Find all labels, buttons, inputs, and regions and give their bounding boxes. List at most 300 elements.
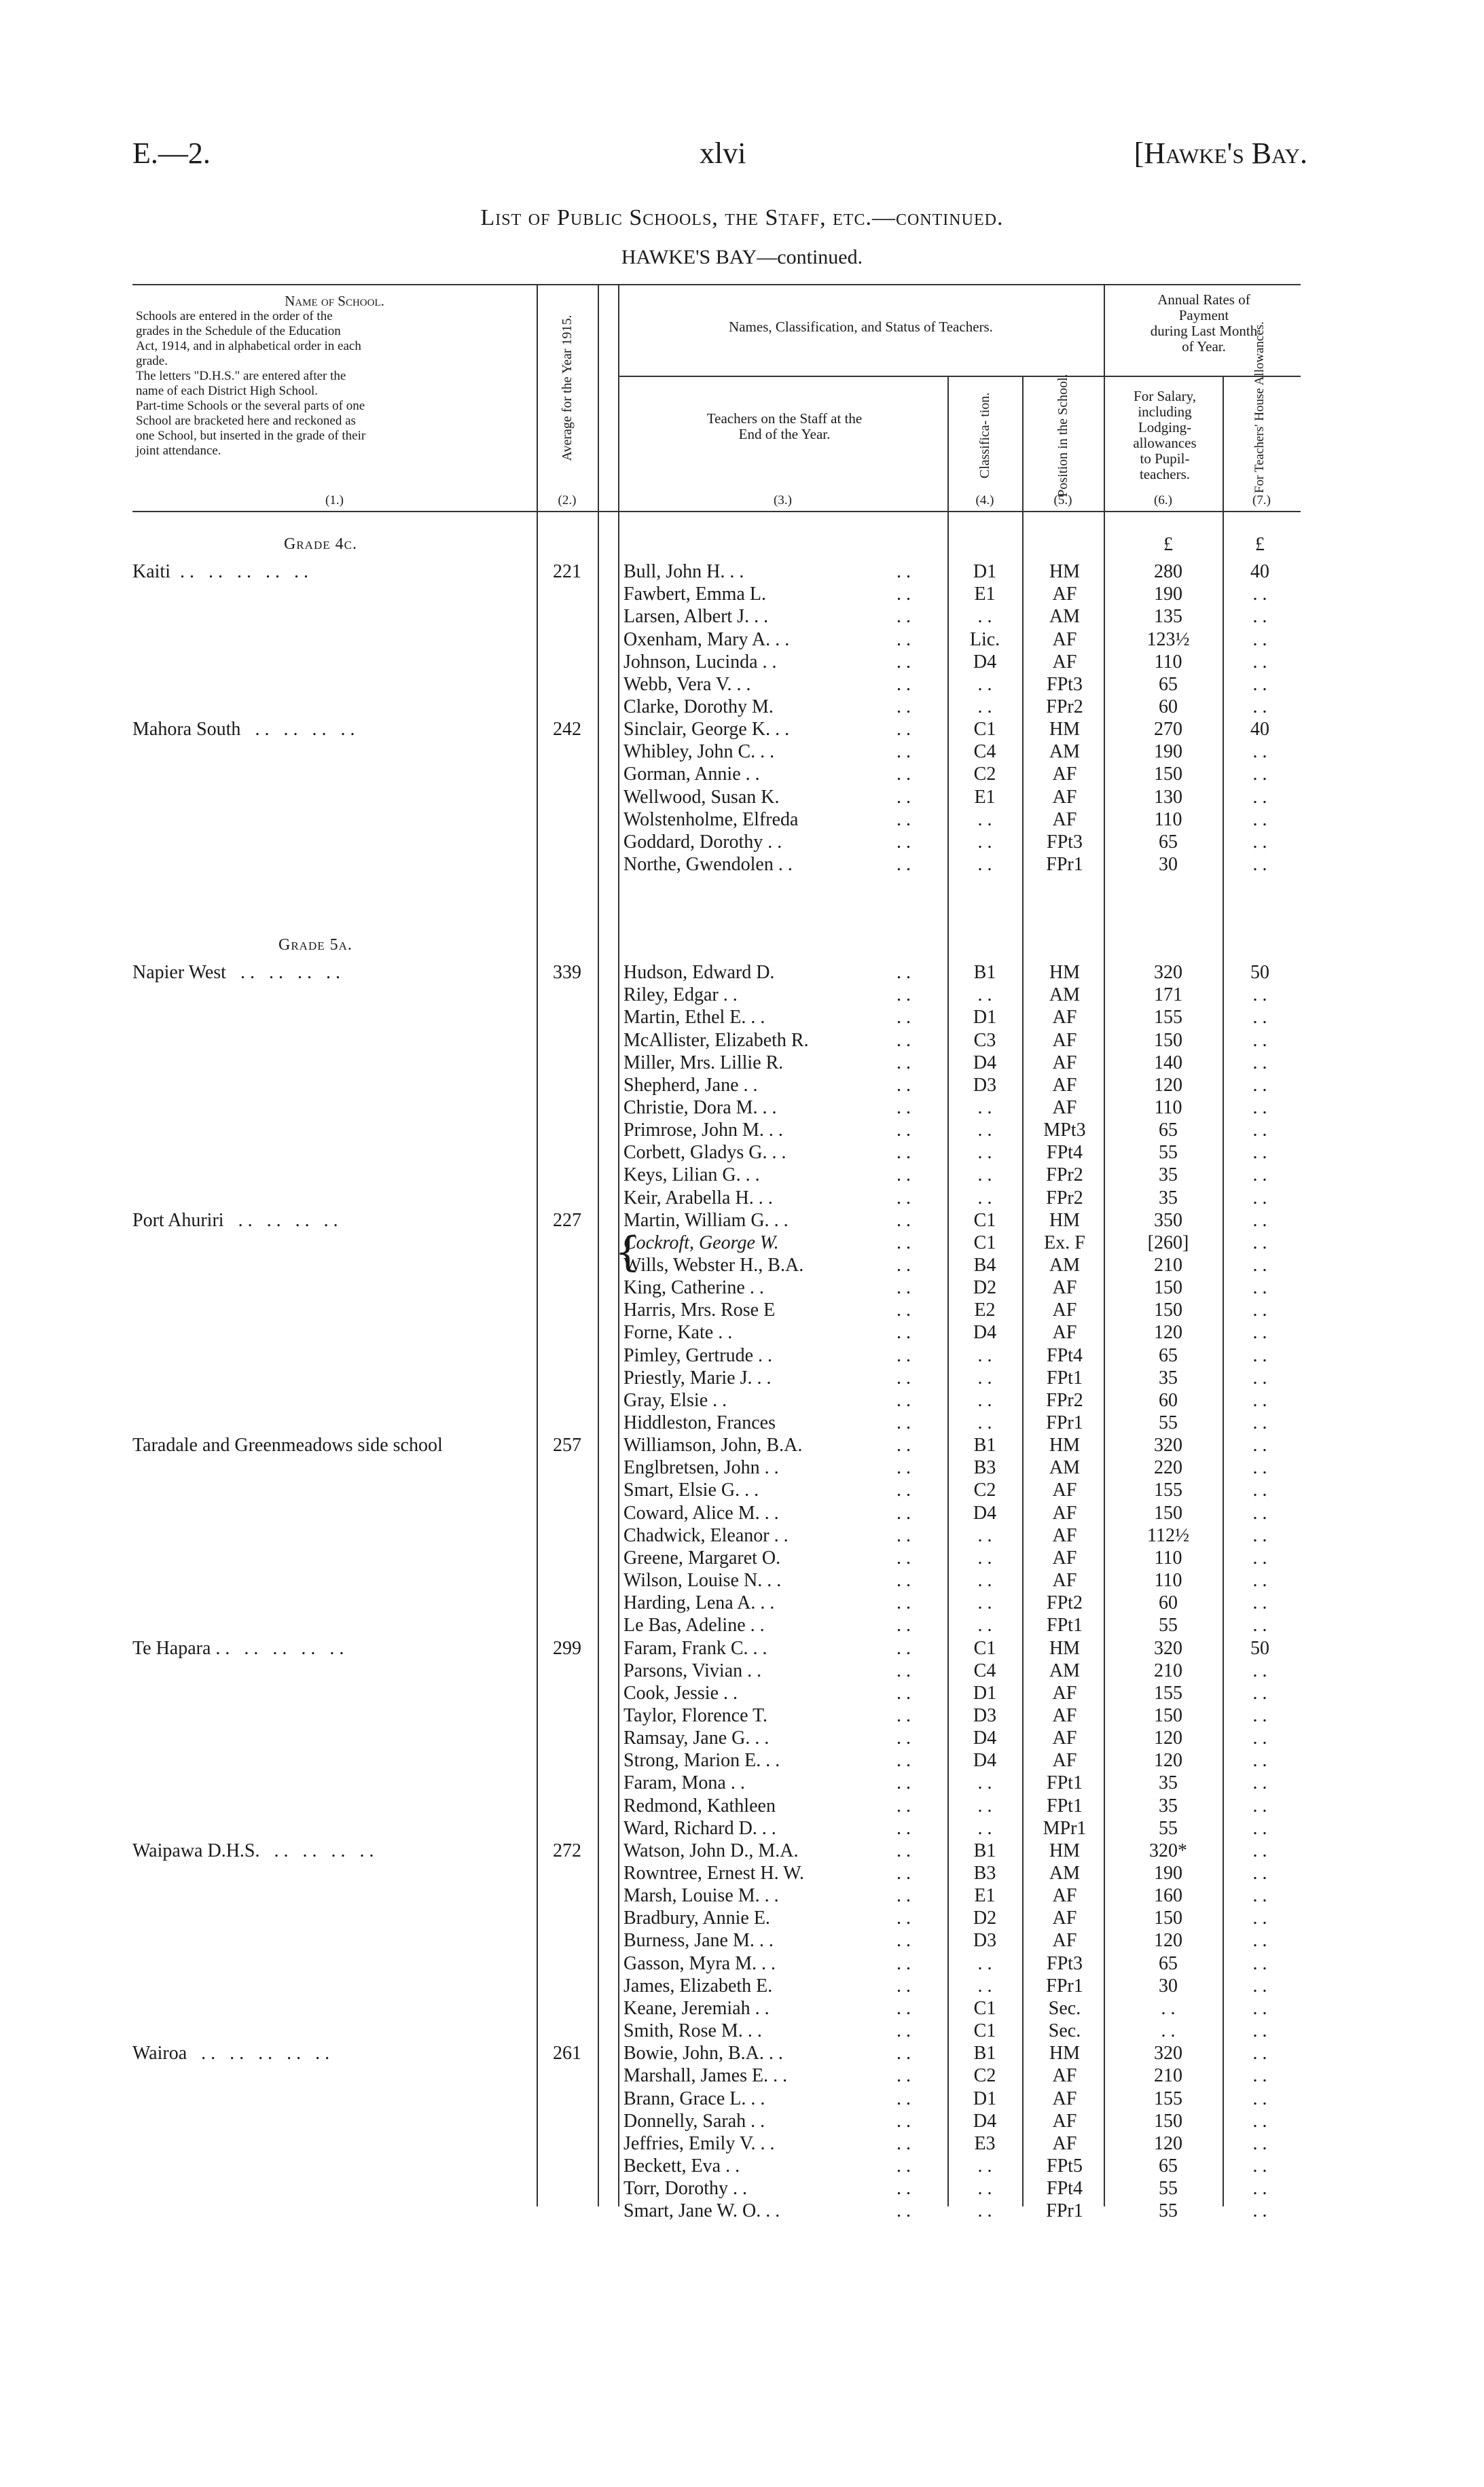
average-attendance: 257 — [553, 1435, 581, 1456]
leader-dots: . . — [897, 962, 911, 983]
page-title: List of Public Schools, the Staff, etc.—continued. — [480, 205, 1004, 230]
teacher-name — [623, 1569, 781, 1592]
classification: . . — [977, 1164, 992, 1186]
classification: E1 — [974, 1885, 996, 1907]
salary: 155 — [1154, 2088, 1182, 2109]
classification: D4 — [973, 1728, 997, 1749]
classification: D3 — [973, 1930, 997, 1952]
col-num-1: (1.) — [325, 493, 344, 507]
classification: . . — [977, 808, 992, 830]
salary: 150 — [1154, 2110, 1182, 2132]
teacher-name — [623, 1727, 769, 1749]
teacher-name — [623, 1547, 780, 1569]
classification: . . — [977, 1772, 992, 1794]
position: AF — [1052, 1300, 1077, 1321]
school-name-text: Te Hapara — [132, 1637, 211, 1659]
teacher-name-text: Gray, Elsie — [623, 1389, 708, 1411]
name-leader-dots: . . — [746, 2088, 765, 2109]
school-name-text: Kaiti — [132, 561, 170, 582]
col-num-5: (5.) — [1053, 493, 1072, 507]
house-allowance: . . — [1252, 1232, 1267, 1253]
name-leader-dots: . . — [773, 854, 793, 875]
teacher-name — [623, 696, 774, 718]
position: AF — [1052, 1007, 1077, 1028]
salary: 210 — [1154, 2065, 1182, 2087]
classification: C2 — [973, 764, 996, 785]
house-allowance: . . — [1252, 1908, 1267, 1929]
salary: 60 — [1159, 1389, 1178, 1411]
salary: 150 — [1154, 1704, 1182, 1726]
classification: C1 — [973, 1209, 996, 1231]
salary: 210 — [1154, 1255, 1182, 1276]
rates-group-heading: Annual Rates of Payment during Last Month of Year. — [1150, 291, 1258, 355]
col-num-4: (4.) — [975, 493, 994, 507]
teacher-name — [623, 1817, 776, 1840]
salary: . . — [1161, 1997, 1176, 2019]
classification: D1 — [973, 1007, 997, 1028]
house-allowance: . . — [1252, 1052, 1267, 1073]
position: FPt4 — [1047, 1344, 1083, 1366]
average-attendance: 272 — [553, 1840, 581, 1861]
school-name — [132, 1840, 374, 1862]
teacher-name — [623, 651, 777, 673]
house-allowance: . . — [1252, 2110, 1267, 2132]
name-leader-dots: . . — [740, 764, 760, 785]
teacher-name-text: Hudson, Edward D. — [623, 962, 775, 983]
house-allowance: . . — [1252, 1389, 1267, 1411]
teacher-name-text: Martin, Ethel E. — [623, 1007, 746, 1028]
teacher-name — [623, 673, 751, 696]
name-leader-dots: . . — [742, 1660, 762, 1681]
teachers-group-heading: Names, Classification, and Status of Teachers. — [729, 319, 993, 335]
name-leader-dots: . . — [708, 1389, 727, 1411]
position: FPt1 — [1047, 1367, 1083, 1389]
classification: C2 — [973, 2065, 996, 2087]
leader-dots: . . — [897, 2088, 911, 2109]
salary: 220 — [1154, 1457, 1182, 1479]
position: FPt1 — [1047, 1615, 1083, 1636]
teacher-name — [623, 1367, 772, 1389]
position: AF — [1052, 1052, 1077, 1073]
position: AF — [1052, 1885, 1077, 1907]
col-num-3: (3.) — [774, 493, 792, 507]
teacher-name — [623, 2200, 780, 2222]
house-allowance: . . — [1252, 1772, 1267, 1794]
name-leader-dots: . . — [742, 2020, 762, 2042]
position: FPr2 — [1046, 1389, 1083, 1411]
classification: D4 — [973, 1502, 997, 1524]
classification: . . — [977, 1367, 992, 1389]
school-leader-dots: . . . . . . . . . . — [211, 1637, 344, 1659]
teacher-name-text: Webb, Vera V. — [623, 673, 732, 695]
salary: 123½ — [1146, 628, 1190, 650]
leader-dots: . . — [897, 1007, 911, 1028]
house-allowance: . . — [1252, 2155, 1267, 2177]
teacher-name — [623, 1321, 732, 1344]
leader-dots: . . — [897, 1637, 911, 1659]
leader-dots: . . — [897, 1480, 911, 1501]
house-allowance: . . — [1252, 1322, 1267, 1344]
position: AF — [1052, 1480, 1077, 1501]
leader-dots: . . — [897, 1322, 911, 1344]
classification: D1 — [973, 561, 997, 582]
house-allowance: . . — [1252, 1457, 1267, 1479]
leader-dots: . . — [897, 1817, 911, 1839]
teacher-name-text: Pimley, Gertrude — [623, 1344, 754, 1366]
leader-dots: . . — [897, 1547, 911, 1569]
position: AF — [1052, 1277, 1077, 1299]
average-attendance: 227 — [553, 1209, 581, 1231]
leader-dots: . . — [897, 854, 911, 875]
salary: 320 — [1154, 1435, 1182, 1456]
leader-dots: . . — [897, 1187, 911, 1209]
teacher-name — [623, 1209, 789, 1232]
classification: B3 — [973, 1457, 996, 1479]
teacher-name — [623, 605, 768, 628]
teacher-name — [623, 853, 793, 876]
leader-dots: . . — [897, 1772, 911, 1794]
leader-dots: . . — [897, 2020, 911, 2042]
teacher-name — [623, 1052, 783, 1074]
name-leader-dots: . . — [754, 1930, 774, 1952]
position: AF — [1052, 584, 1077, 605]
school-leader-dots: . . . . . . . . — [223, 1209, 338, 1231]
teacher-name — [623, 1660, 761, 1682]
house-allowance: . . — [1252, 984, 1267, 1006]
teacher-name-text: Le Bas, Adeline — [623, 1615, 746, 1636]
salary: 30 — [1159, 1975, 1178, 1997]
leader-dots: . . — [897, 1074, 911, 1096]
name-leader-dots: . . — [767, 1142, 786, 1164]
classification: . . — [977, 1817, 992, 1839]
house-allowance: . . — [1252, 764, 1267, 785]
teacher-name — [623, 2088, 765, 2110]
teacher-name-text: Gorman, Annie — [623, 764, 741, 785]
teacher-name-text: Ward, Richard D. — [623, 1817, 757, 1839]
position: HM — [1049, 1435, 1081, 1456]
teacher-name — [623, 1749, 780, 1772]
house-allowance: . . — [1252, 1682, 1267, 1704]
leader-dots: . . — [897, 2155, 911, 2177]
leader-dots: . . — [897, 1412, 911, 1433]
position: AF — [1052, 764, 1077, 785]
house-allowance: . . — [1252, 584, 1267, 605]
name-leader-dots: . . — [745, 1615, 765, 1636]
col-num-7: (7.) — [1252, 493, 1271, 507]
teacher-name — [623, 2177, 747, 2200]
teacher-name-text: McAllister, Elizabeth R. — [623, 1029, 809, 1051]
teacher-name-text: Primrose, John M. — [623, 1120, 764, 1141]
name-leader-dots: . . — [768, 2065, 788, 2087]
house-allowance: 50 — [1250, 962, 1269, 983]
position: FPr1 — [1046, 1975, 1083, 1997]
position: AM — [1049, 1660, 1081, 1681]
classification: . . — [977, 1344, 992, 1366]
house-allowance: . . — [1252, 1029, 1267, 1051]
teachers-col-heading: Teachers on the Staff at the End of the Year. — [706, 410, 863, 442]
salary: 140 — [1154, 1052, 1182, 1073]
teacher-name — [623, 1119, 783, 1141]
classification: C1 — [973, 2020, 996, 2042]
house-allowance: . . — [1252, 1704, 1267, 1726]
leader-dots: . . — [897, 1930, 911, 1952]
school-note-line: grades in the Schedule of the Education — [136, 324, 341, 338]
leader-dots: . . — [897, 651, 911, 673]
teacher-name — [623, 2155, 740, 2177]
position: FPt1 — [1047, 1795, 1083, 1817]
house-allowance: . . — [1252, 1142, 1267, 1164]
leader-dots: . . — [897, 1570, 911, 1592]
teacher-name — [623, 1502, 779, 1524]
classification: C1 — [973, 1232, 996, 1253]
teacher-name-text: Bowie, John, B.A. — [623, 2043, 764, 2064]
leader-dots: . . — [897, 696, 911, 717]
leader-dots: . . — [897, 673, 911, 695]
house-allowance: . . — [1252, 1840, 1267, 1861]
salary: 55 — [1159, 1817, 1178, 1839]
position: FPt3 — [1047, 673, 1083, 695]
position: AF — [1052, 1704, 1077, 1726]
classification: . . — [977, 606, 992, 628]
house-allowance: . . — [1252, 1007, 1267, 1028]
house-allowance: 50 — [1250, 1637, 1269, 1659]
leader-dots: . . — [897, 831, 911, 853]
teacher-name — [623, 1592, 774, 1614]
school-name-text: Taradale and Greenmeadows side school — [132, 1435, 443, 1456]
classification-col-heading: Classifica- tion. — [977, 392, 992, 479]
teacher-name — [623, 1772, 745, 1794]
classification: C1 — [973, 1997, 996, 2019]
teacher-name-text: Wilson, Louise N. — [623, 1570, 763, 1592]
house-allowance: . . — [1252, 1997, 1267, 2019]
teacher-name — [623, 1187, 773, 1209]
classification: . . — [977, 1592, 992, 1614]
teacher-name-text: Torr, Dorothy — [623, 2178, 728, 2200]
leader-dots: . . — [897, 1997, 911, 2019]
school-note-line: School are bracketed here and reckoned as — [136, 414, 356, 428]
teacher-name-text: Ramsay, Jane G. — [623, 1728, 750, 1749]
salary: 320 — [1154, 962, 1182, 983]
leader-dots: . . — [897, 741, 911, 763]
salary: 120 — [1154, 1074, 1182, 1096]
house-allowance: . . — [1252, 1547, 1267, 1569]
teacher-name — [623, 1614, 765, 1636]
name-leader-dots: . . — [752, 1367, 772, 1389]
name-leader-dots: . . — [757, 1096, 777, 1118]
leader-dots: . . — [897, 2178, 911, 2200]
teacher-name — [623, 1479, 759, 1501]
teacher-name — [623, 831, 782, 853]
teacher-name-text: Johnson, Lucinda — [623, 651, 758, 673]
leader-dots: . . — [897, 1660, 911, 1681]
classification: . . — [977, 1120, 992, 1141]
classification: D4 — [973, 1052, 997, 1073]
house-allowance: . . — [1252, 1164, 1267, 1186]
school-name — [132, 2042, 329, 2064]
leader-dots: . . — [897, 1908, 911, 1929]
position: FPr2 — [1046, 1187, 1083, 1209]
salary: 130 — [1154, 786, 1182, 808]
teacher-name-text: Wellwood, Susan K. — [623, 786, 780, 808]
classification: C2 — [973, 1480, 996, 1501]
leader-dots: . . — [897, 1344, 911, 1366]
position: AF — [1052, 1074, 1077, 1096]
teacher-name-text: Beckett, Eva — [623, 2155, 721, 2177]
school-note-line: Schools are entered in the order of the — [136, 309, 333, 323]
name-leader-dots: . . — [763, 831, 782, 853]
teacher-name — [623, 2110, 765, 2132]
teacher-name-text: Christie, Dora M. — [623, 1096, 758, 1118]
page-ref: E.—2. — [132, 137, 211, 170]
leader-dots: . . — [897, 1389, 911, 1411]
teacher-name — [623, 763, 760, 785]
position: MPt3 — [1043, 1120, 1086, 1141]
salary: 190 — [1154, 584, 1182, 605]
salary: 150 — [1154, 1908, 1182, 1929]
teacher-name-text: Williamson, John, B.A. — [623, 1435, 803, 1456]
grade-heading: Grade 5a. — [278, 936, 352, 954]
teacher-name — [623, 2042, 783, 2064]
name-leader-dots: . . — [755, 2132, 775, 2154]
teacher-name — [623, 1997, 770, 2020]
position: AF — [1052, 808, 1077, 830]
teacher-name — [623, 1952, 776, 1975]
salary: 60 — [1159, 1592, 1178, 1614]
school-note-line: Part-time Schools or the several parts of one — [136, 399, 365, 413]
region-heading: [Hawke's Bay. — [1134, 137, 1307, 170]
school-note-line: grade. — [136, 354, 168, 368]
teacher-name — [623, 1164, 760, 1186]
classification: . . — [977, 1389, 992, 1411]
name-leader-dots: . . — [713, 1322, 733, 1344]
house-allowance: . . — [1252, 1502, 1267, 1524]
classification: . . — [977, 1412, 992, 1433]
salary: 55 — [1159, 1412, 1178, 1433]
house-allowance: . . — [1252, 1524, 1267, 1546]
name-leader-dots: . . — [761, 2200, 780, 2222]
classification: . . — [977, 2155, 992, 2177]
salary: 35 — [1159, 1795, 1178, 1817]
classification: Lic. — [969, 628, 1000, 650]
name-leader-dots: . . — [749, 606, 769, 628]
position: AM — [1049, 984, 1081, 1006]
leader-dots: . . — [897, 1300, 911, 1321]
salary: 65 — [1159, 1344, 1178, 1366]
classification: D1 — [973, 1682, 997, 1704]
classification: D2 — [973, 1908, 997, 1929]
teacher-name — [623, 1389, 727, 1412]
teacher-name — [623, 1434, 802, 1456]
table-top-rule — [132, 284, 1301, 285]
teacher-name — [623, 1074, 758, 1096]
teacher-name-text: Strong, Marion E. — [623, 1750, 761, 1772]
salary: 120 — [1154, 1930, 1182, 1952]
position: FPr1 — [1046, 1412, 1083, 1433]
teacher-name — [623, 1232, 779, 1254]
house-allowance: . . — [1252, 1209, 1267, 1231]
house-allowance: . . — [1252, 741, 1267, 763]
position: AF — [1052, 1524, 1077, 1546]
position: AF — [1052, 1502, 1077, 1524]
teacher-name-text: Martin, William G. — [623, 1209, 770, 1231]
leader-dots: . . — [897, 1885, 911, 1907]
salary: 155 — [1154, 1007, 1182, 1028]
position: FPt4 — [1047, 1142, 1083, 1164]
page-number: xlvi — [700, 137, 746, 170]
teacher-name-text: Taylor, Florence T. — [623, 1704, 768, 1726]
salary: 60 — [1159, 696, 1178, 717]
house-allowance: . . — [1252, 1367, 1267, 1389]
average-attendance: 242 — [553, 719, 581, 740]
salary: 171 — [1154, 984, 1182, 1006]
classification: D4 — [973, 2110, 997, 2132]
house-allowance: . . — [1252, 1660, 1267, 1681]
classification: B1 — [973, 2043, 996, 2064]
classification: . . — [977, 984, 992, 1006]
teacher-name — [623, 1884, 779, 1907]
name-leader-dots: . . — [757, 651, 777, 673]
group-split-rule — [618, 376, 1301, 377]
col-divider-2 — [598, 284, 599, 2206]
house-allowance: 40 — [1250, 561, 1269, 582]
classification: C1 — [973, 719, 996, 740]
house-allowance: . . — [1252, 786, 1267, 808]
school-note-line: Act, 1914, and in alphabetical order in each — [136, 339, 361, 353]
salary: 65 — [1159, 1952, 1178, 1974]
position: AF — [1052, 2065, 1077, 2087]
leader-dots: . . — [897, 2043, 911, 2064]
teacher-name — [623, 583, 766, 605]
house-allowance: . . — [1252, 2043, 1267, 2064]
name-leader-dots: . . — [740, 1480, 759, 1501]
position: AF — [1052, 2110, 1077, 2132]
classification: B1 — [973, 1435, 996, 1456]
school-note-line: name of each District High School. — [136, 384, 319, 398]
classification: C1 — [973, 1637, 996, 1659]
currency-allowance: £ — [1255, 534, 1265, 555]
teacher-name-text: Bull, John H. — [623, 561, 725, 582]
leader-dots: . . — [897, 1840, 911, 1861]
salary: 320 — [1154, 1637, 1182, 1659]
teacher-name-text: Priestly, Marie J. — [623, 1367, 753, 1389]
position: AF — [1052, 1682, 1077, 1704]
position: FPt5 — [1047, 2155, 1083, 2177]
classification: . . — [977, 696, 992, 717]
name-leader-dots: . . — [728, 2178, 747, 2200]
leader-dots: . . — [897, 1367, 911, 1389]
school-name — [132, 1637, 344, 1660]
teacher-name-text: Smith, Rose M. — [623, 2020, 743, 2042]
classification: . . — [977, 1615, 992, 1636]
position: AM — [1049, 1457, 1081, 1479]
salary: 110 — [1154, 651, 1182, 673]
classification: . . — [977, 854, 992, 875]
leader-dots: . . — [897, 808, 911, 830]
house-allowance: . . — [1252, 831, 1267, 853]
teacher-name-text: Englbretsen, John — [623, 1457, 760, 1479]
position: HM — [1049, 719, 1081, 740]
school-col-heading: Name of School. Schools are entered in the order of the grades in the Schedule of the Education Act, 1914, and in alphabetical order in each grade. The letters "D.H.S." are entered after the name of each District High School. Part-time Schools or the several parts of one School are bracketed here and reckoned as one School, but inserted in the grade of their joint attendance. — [136, 293, 533, 459]
teacher-name-text: Coward, Alice M. — [623, 1502, 760, 1524]
classification: . . — [977, 1524, 992, 1546]
salary: 155 — [1154, 1480, 1182, 1501]
salary: 350 — [1154, 1209, 1182, 1231]
leader-dots: . . — [897, 1164, 911, 1186]
salary: 35 — [1159, 1772, 1178, 1794]
col-divider-5 — [1022, 376, 1024, 2206]
name-leader-dots: . . — [740, 1164, 760, 1186]
house-allowance: . . — [1252, 1615, 1267, 1636]
